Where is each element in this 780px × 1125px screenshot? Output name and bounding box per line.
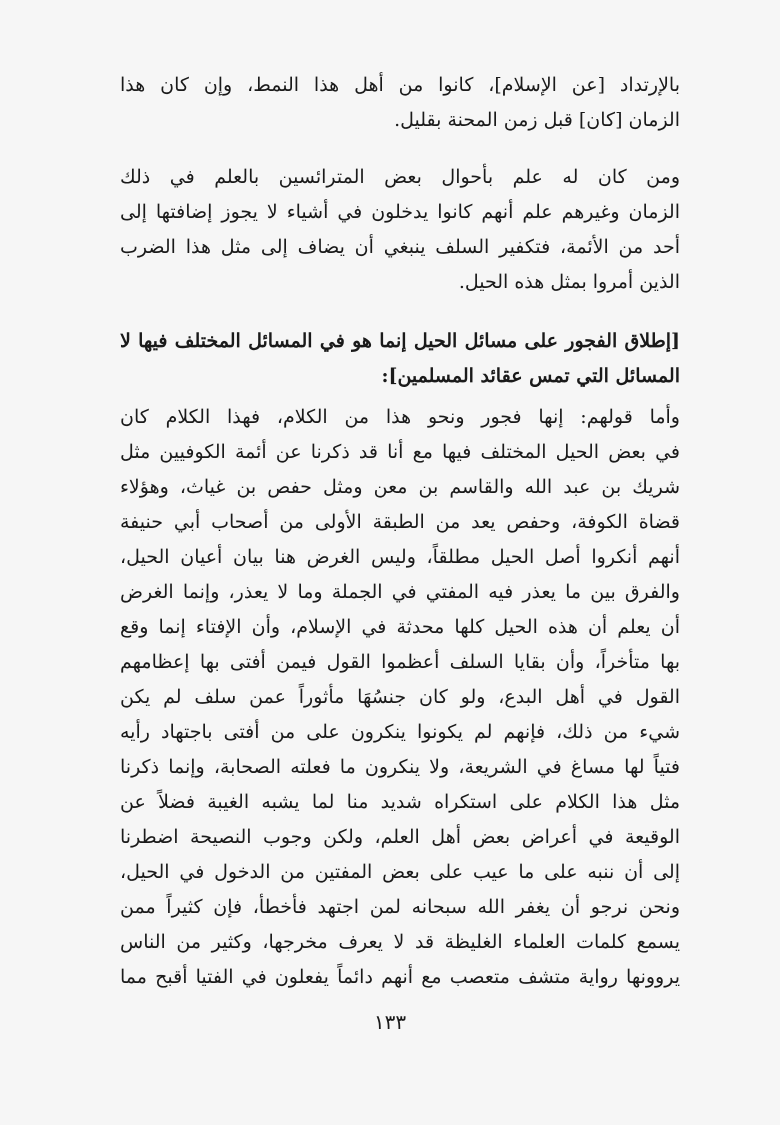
text-line: قضاة الكوفة، وحفص يعد من الطبقة الأولى من أصحاب أبي حنيفة (120, 511, 680, 533)
section-heading (120, 324, 680, 394)
text-line: الزمان [كان] قبل زمن المحنة بقليل. (394, 109, 680, 131)
heading-line: [إطلاق الفجور على مسائل الحيل إنما هو في المسائل المختلف فيها لا (120, 330, 680, 352)
text-line: بالإرتداد [عن الإسلام]، كانوا من أهل هذا النمط، وإن كان هذا (120, 74, 680, 96)
text-line: والفرق بين ما يعذر فيه المفتي في الجملة وما لا يعذر، وإنما الغرض (120, 581, 680, 603)
text-line: الوقيعة في أعراض بعض أهل العلم، ولكن وجوب النصيحة اضطرنا (120, 826, 680, 848)
text-line: الذين أمروا بمثل هذه الحيل. (458, 271, 680, 293)
text-line: بها متأخراً، وأن بقايا السلف أعظموا القول فيمن أفتى بها إعظامهم (120, 651, 680, 673)
text-line: يروونها رواية متشف متعصب مع أنهم دائماً يفعلون في الفتيا أقبح مما (120, 966, 680, 988)
body-paragraph (120, 400, 680, 995)
text-line: أنهم أنكروا أصل الحيل مطلقاً، وليس الغرض هنا بيان أعيان الحيل، (120, 546, 680, 568)
text-line: إلى أن ننبه على ما عيب على بعض المفتين من الدخول في الحيل، (120, 861, 680, 883)
page-number: ١٣٣ (373, 1010, 407, 1034)
heading-line: المسائل التي تمس عقائد المسلمين]: (381, 365, 680, 387)
text-line: في بعض الحيل المختلف فيها مع أنا قد ذكرنا عن أئمة الكوفيين مثل (120, 441, 680, 463)
text-line: ونحن نرجو أن يغفر الله سبحانه لمن اجتهد فأخطأ، فإن كثيراً ممن (120, 896, 680, 918)
text-line: القول في أهل البدع، ولو كان جنسُهَا مأثوراً عمن سلف لم يكن (120, 686, 680, 708)
paragraph-continuation (120, 68, 680, 138)
text-line: أحد من الأئمة، فتكفير السلف ينبغي أن يضاف إلى مثل هذا الضرب (120, 236, 680, 258)
paragraph (120, 160, 680, 300)
text-line: شريك بن عبد الله والقاسم بن معن ومثل حفص بن غياث، وهؤلاء (120, 476, 680, 498)
text-line: مثل هذا الكلام على استكراه شديد منا لما يشبه الغيبة فضلاً عن (120, 791, 680, 813)
text-line: ومن كان له علم بأحوال بعض المترائسين بالعلم في ذلك (120, 166, 680, 188)
text-line: الزمان وغيرهم علم أنهم كانوا يدخلون في أشياء لا يجوز إضافتها إلى (120, 201, 680, 223)
text-line: شيء من ذلك، فإنهم لم يكونوا ينكرون على من أفتى باجتهاد رأيه (120, 721, 680, 743)
text-line: أن يعلم أن هذه الحيل كلها محدثة في الإسلام، وأن الإفتاء إنما وقع (120, 616, 680, 638)
text-line: فتياً لها مساغ في الشريعة، ولا ينكرون ما فعلته الصحابة، وإنما ذكرنا (120, 756, 680, 778)
text-line: وأما قولهم: إنها فجور ونحو هذا من الكلام، فهذا الكلام كان (120, 406, 680, 428)
text-line: يسمع كلمات العلماء الغليظة قد لا يعرف مخرجها، وكثير من الناس (120, 931, 680, 953)
